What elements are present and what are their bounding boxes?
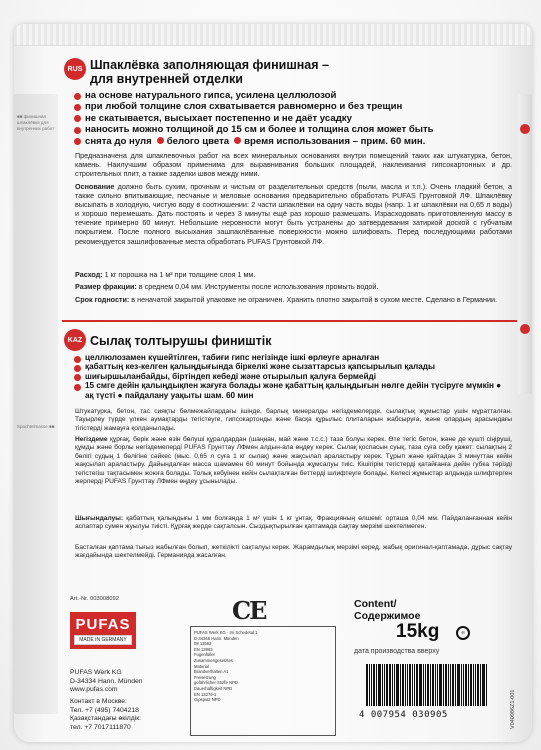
rus-base <box>75 182 512 246</box>
barcode-bar <box>366 664 368 706</box>
rus-bullets <box>72 90 512 147</box>
barcode-bar <box>457 664 460 706</box>
barcode-bar <box>455 664 456 706</box>
barcode-bar <box>439 664 442 706</box>
barcode-bar <box>389 664 391 706</box>
barcode-bar <box>445 664 447 706</box>
bag-right-fold <box>518 94 532 394</box>
barcode-bar <box>416 664 418 706</box>
estimate-sign-icon: ℮ <box>456 626 470 640</box>
rus-base-text: должно быть сухим, прочным и чистым от разделительных средств (пыли, масла и т.п.). Очень гладкий бетон, а также сильно впитывающие, песчаные и меловые основания предварительно обработать PUFAS Грунтовкой ЛФ. Шпаклёвку высыпать в холодную, чистую воду в соотношении: 2 части шпаклёвки на одну часть воды (напр. 1 кг шпаклёвки на 0,65 л воды) и хорошо перемешать. Дать постоять и через 3 минуты ещё раз хорошо размешать. Израсходовать приготовленную массу в течение примерно 60 минут. Небольшие неровности могут быть устранены до затвердевания затиркой доской с губчатым покрытием. После полного высыхания зашпаклёванные поверхности можно шлифовать. Перед последующими работами рекомендуется зашлифованные места обработать PUFAS Грунтовкой ЛФ. <box>75 182 512 246</box>
fold-dot <box>520 324 530 334</box>
barcode-bar <box>477 664 479 706</box>
side-fold-text: ■■ финишная шпаклёвка для внутренних работ <box>17 114 55 131</box>
bullet-item: шиғыршыланбайды, біртіндеп кебеді және отырылып қалуға бермейді <box>72 372 512 381</box>
rus-usage-label: Расход: <box>75 270 103 279</box>
barcode-bar <box>452 664 454 706</box>
lang-badge-kaz: KAZ <box>64 329 86 351</box>
barcode-bar <box>443 664 444 706</box>
barcode-bar <box>376 664 377 706</box>
barcode-bar <box>425 664 426 706</box>
side-fold-label: Spachtelmasse ■■ <box>17 424 55 429</box>
contact-info: Контакт в Москве: Тел. +7 (495) 7404218 Қазақстандағы өкілдік: тел. +7 7017111870 <box>70 698 142 731</box>
bullet-text: снята до нуля <box>85 135 152 147</box>
rus-fraction <box>75 282 512 291</box>
barcode-bar <box>400 664 401 706</box>
kaz-title: Сылақ толтырушы фиништік <box>90 334 272 348</box>
barcode-bar <box>414 664 415 706</box>
logo-made-in: MADE IN GERMANY <box>74 635 132 645</box>
kaz-usage <box>75 515 512 532</box>
bag <box>14 24 532 742</box>
barcode-bar <box>450 664 451 706</box>
kaz-intro: Штукатурка, бетон, тас сияқты бөлмежайлардағы ішінде, барлық минералды негіздемелерде, сылақтық жұмыстар үшін мұратталған. Тауырлеу түрде үлкен аумақтарды тегістеуге, гипсокартонды және басқа құрылыс плиталарын жабсыруға, және олардың арасындағы тігістерді жамауға қолданылады. <box>75 408 512 432</box>
barcode-bar <box>432 664 434 706</box>
rus-fraction-label: Размер фракции: <box>75 282 137 291</box>
barcode-bar <box>461 664 462 706</box>
barcode-bar <box>486 664 487 706</box>
rus-base-label: Основание <box>75 182 115 191</box>
bullet-item: целлюлозамен күшейтілген, табиғи гипс негізінде ішкі өрлеуге арналған <box>72 353 512 362</box>
barcode <box>366 664 496 706</box>
article-number: Art.-Nr. 003008092 <box>70 596 119 602</box>
kaz-shelf: Басталған қаптама тығыз жабылған болып, жеткілікті сақталуы керек. Жарамдылық мерзімі керед, жабық оригинал-қаптамада, дұрыс сақтау жағдайында шектелмейді. Германияда жасалған. <box>75 544 512 560</box>
kaz-usage-label: Шығындалуы: <box>75 515 124 522</box>
barcode-number: 4 007954 030905 <box>359 710 448 720</box>
net-weight: 15kg <box>396 621 440 642</box>
bullet-text: белого цвета <box>166 135 230 147</box>
kaz-base-label: Негіздеме <box>75 436 108 443</box>
rus-intro: Предназначена для шпаклевочных работ на всех минеральных основаниях внутри помещений таких как штукатурка, бетон, камень. Наилучшим образом применима для выравнивания больших площадей, наклеивания гипсокартонных и др. строительных плит, а также заделки швов между ними. <box>75 151 512 179</box>
kaz-usage-text: қабаттың қалыңдығы 1 мм болғанда 1 м² үшін 1 кг ұнтақ. Фракцияның өлшемі: орташа 0,04 мм. Пайдаланғаннан кейін аспаптар сумен жуылуы тиісті. Құрғақ жерде сақталсын. Сыздықтырылған қаптамада сақтау мерзімі шектелмеген. <box>75 515 512 531</box>
lang-badge-rus: RUS <box>64 58 86 80</box>
barcode-bar <box>437 664 438 706</box>
ce-declaration: PUFAS Werk KG · Im Schedetal 1 D-34346 Hann. Münden 08 13563 EN 13963 Fugenfüller Zusammengesetztes Material Brandverhalten A1 Freisetzung gefährlicher Stoffe NPD Dauerhaftigkeit NPD EN 13279-1 Gipsputz NPD <box>190 626 336 736</box>
rus-usage <box>75 270 512 279</box>
bullet-dot-icon <box>157 137 164 144</box>
bullet-text: время использования – прим. 60 мин. <box>244 135 426 147</box>
bullet-item: на основе натурального гипса, усилена целлюлозой <box>72 90 512 101</box>
barcode-bar <box>427 664 429 706</box>
kaz-base <box>75 436 512 486</box>
barcode-bar <box>412 664 413 706</box>
bullet-item: наносить можно толщиной до 15 см и более и толщина слоя может быть <box>72 124 512 135</box>
barcode-bar <box>373 664 375 706</box>
barcode-bar <box>448 664 449 706</box>
barcode-bar <box>480 664 481 706</box>
barcode-bar <box>378 664 381 706</box>
barcode-bar <box>435 664 436 706</box>
barcode-bar <box>470 664 472 706</box>
bag-side-fold <box>14 94 58 714</box>
rus-title-line: Шпаклёвка заполняющая финишная – <box>90 58 329 72</box>
barcode-bar <box>394 664 395 706</box>
barcode-bar <box>396 664 399 706</box>
bullet-item: при любой толщине слоя схватывается равномерно и без трещин <box>72 101 512 112</box>
barcode-bar <box>465 664 467 706</box>
barcode-bar <box>386 664 388 706</box>
rus-fraction-text: в среднем 0,04 мм. Инструменты после использования промыть водой. <box>136 282 379 291</box>
bullet-dot-icon <box>234 137 241 144</box>
rus-title <box>90 58 510 86</box>
barcode-bar <box>405 664 406 706</box>
kaz-base-text: құрғақ, берік және өзін бөлуші құралдардан (шаңнан, май және т.с.с.) таза болуы керек. Өте тегіс бетон, және де күшті сіңіруші, құмды және борлы негіздемелерді PUFAS Грунттау ЛФмен алдын-ала өңдеу керек. Сылақ қоспасын суық, таза суға себу қажет: сылақтың 2 бөлігі судың 1 бөлігіне сәйкес (мыс. 0,65 л суға 1 кг сылақ) және жақсылап араластыру керек. Тұрып және қайтадан 3 минуттан кейін жақсылап араластыру. Дайындалған масса шамамен 60 минут бойында жұмсалуы тиіс. Кішігірім тегістерді қатайғанға дейін губка тәрізді тегістегіш тақтасымен жоюға болады. Толық кебуінен кейін сылақталған беттерді шлифтеуге болады. Келесі жұмыстар алдында шлифтерген жерлерді PUFAS Грунттау ЛФмен өңдеу ұсынылады. <box>75 436 512 486</box>
barcode-bar <box>402 664 404 706</box>
barcode-bar <box>419 664 422 706</box>
production-code: V040986Z1-001 <box>510 689 516 729</box>
rus-usage-text: 1 кг порошка на 1 м² при толщине слоя 1 мм. <box>102 270 256 279</box>
barcode-bar <box>371 664 372 706</box>
rus-shelf-label: Срок годности: <box>75 295 130 304</box>
bag-seam <box>14 24 532 46</box>
bullet-item: 15 смге дейін қалыңдықпен жағуға болады және қабаттың қалыңдығын нөлге дейін түсіруге мүмкін ● ақ түсті ● пайдалану уақыты шам. 60 мин <box>72 381 512 400</box>
barcode-bar <box>468 664 469 706</box>
rus-shelf <box>75 295 512 304</box>
barcode-bar <box>409 664 411 706</box>
barcode-bar <box>423 664 424 706</box>
barcode-bar <box>482 664 485 706</box>
barcode-bar <box>430 664 431 706</box>
barcode-bar <box>473 664 474 706</box>
manufacturer-address: PUFAS Werk KG D-34334 Hann. Münden www.pufas.com <box>70 669 143 694</box>
content-title: Content/ Содержимое <box>354 598 421 622</box>
rus-shelf-text: в неначатой закрытой упаковке не ограничен. Хранить плотно закрытой в сухом месте. Сделано в Германии. <box>129 295 498 304</box>
barcode-bar <box>369 664 370 706</box>
bullet-item: қабаттың кез-келген қалыңдығында біркелкі және сызаттарсыз қапсырылып қалады <box>72 362 512 371</box>
production-date-note: дата производства вверху <box>354 648 440 655</box>
bullet-item: не скатывается, высыхает постепенно и не даёт усадку <box>72 113 512 124</box>
section-divider <box>62 320 517 322</box>
pufas-logo <box>70 612 136 649</box>
barcode-bar <box>475 664 476 706</box>
ce-mark-icon: CE <box>232 596 266 625</box>
barcode-bar <box>382 664 383 706</box>
bullet-item <box>72 136 512 147</box>
barcode-bar <box>463 664 464 706</box>
barcode-bar <box>407 664 408 706</box>
barcode-bar <box>384 664 385 706</box>
logo-wordmark: PUFAS <box>75 616 131 633</box>
fold-dot <box>520 124 530 134</box>
barcode-bar <box>392 664 393 706</box>
rus-title-line: для внутренней отделки <box>90 72 243 86</box>
kaz-bullets <box>72 353 512 400</box>
